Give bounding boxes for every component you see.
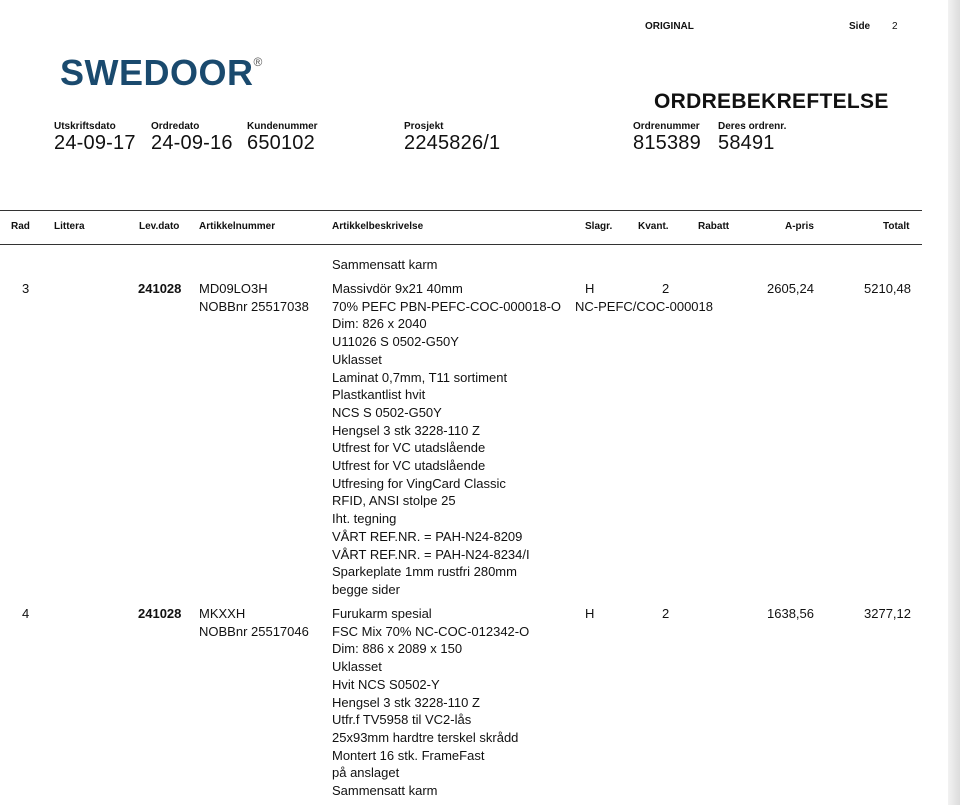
article-description xyxy=(332,605,529,800)
order-date-label: Ordredato xyxy=(151,121,200,132)
description-line: Sparkeplate 1mm rustfri 280mm xyxy=(332,564,517,580)
delivery-date: 241028 xyxy=(138,606,182,621)
registered-mark: ® xyxy=(253,55,263,69)
customer-number-label: Kundenummer xyxy=(247,121,318,132)
col-header-slagr: Slagr. xyxy=(585,221,613,232)
description-line: Sammensatt karm xyxy=(332,783,438,799)
logo-text: SWEDOOR xyxy=(60,52,254,93)
description-line: 25x93mm hardtre terskel skrådd xyxy=(332,729,519,745)
description-line: begge sider xyxy=(332,581,400,597)
description-line: Utfr.f TV5958 til VC2-lås xyxy=(332,712,472,728)
hinge-side: H xyxy=(585,281,595,296)
col-header-littera: Littera xyxy=(54,221,85,232)
col-header-a-pris: A-pris xyxy=(785,221,814,232)
col-header-rabatt: Rabatt xyxy=(698,221,730,232)
description-line: Iht. tegning xyxy=(332,511,397,527)
table-header-bottom-rule xyxy=(0,244,922,245)
page-label: Side xyxy=(849,21,871,32)
your-order-number-value: 58491 xyxy=(718,132,775,154)
description-line: RFID, ANSI stolpe 25 xyxy=(332,493,456,509)
description-line: VÅRT REF.NR. = PAH-N24-8209 xyxy=(332,528,523,544)
customer-number-value: 650102 xyxy=(247,132,315,154)
order-number-label: Ordrenummer xyxy=(633,121,700,132)
project-value: 2245826/1 xyxy=(404,132,501,154)
article-number-cell xyxy=(199,280,309,315)
description-line: Massivdör 9x21 40mm xyxy=(332,281,463,296)
hinge-side: H xyxy=(585,606,595,621)
project-label: Prosjekt xyxy=(404,121,444,132)
order-number-value: 815389 xyxy=(633,132,701,154)
col-header-totalt: Totalt xyxy=(883,221,910,232)
description-line: Furukarm spesial xyxy=(332,606,432,621)
col-header-artikkelbeskrivelse: Artikkelbeskrivelse xyxy=(332,221,424,232)
unit-price: 1638,56 xyxy=(767,606,814,621)
order-date-value: 24-09-16 xyxy=(151,132,233,154)
description-line: U11026 S 0502-G50Y xyxy=(332,334,459,350)
nobb-number: NOBBnr 25517046 xyxy=(199,623,309,639)
article-number: MKXXH xyxy=(199,606,246,621)
table-top-rule xyxy=(0,210,922,211)
description-line: Dim: 886 x 2089 x 150 xyxy=(332,641,463,657)
col-header-rad: Rad xyxy=(11,221,30,232)
nobb-number: NOBBnr 25517038 xyxy=(199,298,309,314)
row-number: 4 xyxy=(22,606,30,621)
description-line: Uklasset xyxy=(332,351,382,367)
description-line: NCS S 0502-G50Y xyxy=(332,404,442,420)
original-label: ORIGINAL xyxy=(645,21,694,32)
document-title: ORDREBEKREFTELSE xyxy=(654,90,889,113)
description-line: Hengsel 3 stk 3228-110 Z xyxy=(332,422,480,438)
quantity: 2 xyxy=(662,281,670,296)
col-header-artikkelnummer: Artikkelnummer xyxy=(199,221,276,232)
description-line: Utfresing for VingCard Classic xyxy=(332,475,506,491)
description-line: Hengsel 3 stk 3228-110 Z xyxy=(332,694,480,710)
description-line: Laminat 0,7mm, T11 sortiment xyxy=(332,369,508,385)
description-line: Montert 16 stk. FrameFast xyxy=(332,747,485,763)
line-total: 3277,12 xyxy=(864,606,911,621)
page-number: 2 xyxy=(892,21,898,32)
article-number-cell xyxy=(199,605,309,640)
description-line: Dim: 826 x 2040 xyxy=(332,316,427,332)
description-line: Plastkantlist hvit xyxy=(332,387,426,403)
your-order-number-label: Deres ordrenr. xyxy=(718,121,787,132)
description-line: Hvit NCS S0502-Y xyxy=(332,676,440,692)
description-line: FSC Mix 70% NC-COC-012342-O xyxy=(332,623,530,639)
article-number: MD09LO3H xyxy=(199,281,268,296)
description-line: Utfrest for VC utadslående xyxy=(332,458,486,474)
unit-price: 2605,24 xyxy=(767,281,814,296)
description-line: Uklasset xyxy=(332,659,382,675)
line-total: 5210,48 xyxy=(864,281,911,296)
description-line: VÅRT REF.NR. = PAH-N24-8234/I xyxy=(332,546,530,562)
description-line: Utfrest for VC utadslående xyxy=(332,440,486,456)
print-date-label: Utskriftsdato xyxy=(54,121,116,132)
description-line: på anslaget xyxy=(332,765,400,781)
print-date-value: 24-09-17 xyxy=(54,132,136,154)
quantity: 2 xyxy=(662,606,670,621)
description-overflow: NC-PEFC/COC-000018 xyxy=(575,298,713,314)
article-description xyxy=(332,280,561,599)
col-header-lev-dato: Lev.dato xyxy=(139,221,180,232)
description-line: 70% PEFC PBN-PEFC-COC-000018-O xyxy=(332,298,562,314)
swedoor-logo xyxy=(60,52,263,94)
delivery-date: 241028 xyxy=(138,281,182,296)
row-number: 3 xyxy=(22,281,30,296)
page-edge-shadow xyxy=(948,0,960,805)
pre-row-text: Sammensatt karm xyxy=(332,257,438,272)
col-header-kvant: Kvant. xyxy=(638,221,669,232)
